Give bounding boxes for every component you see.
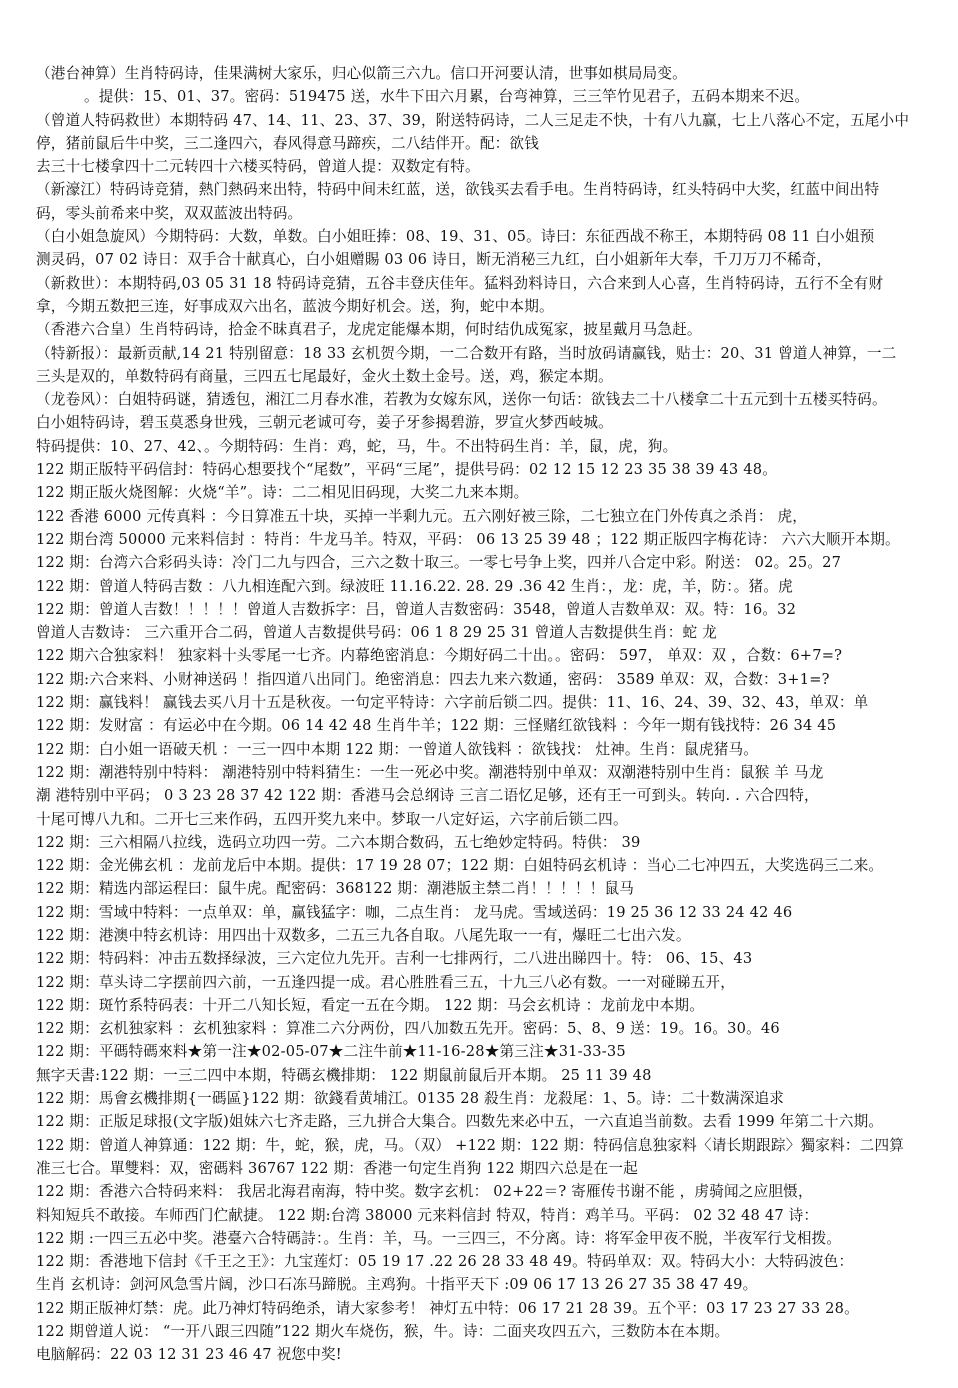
text-line: 122 期：正版足球报(文字版)姐妹六七齐走路，三九拼合大集合。四数先来必中五，一六直追当前数。去看 1999 年第二十六期。 bbox=[36, 1113, 884, 1131]
text-line: 122 期：香港六合特码来料： 我居北海君南海，特中奖。数字玄机： 02+22＝? 寄雁传书谢不能 ，虏骑闻之应胆慑， bbox=[36, 1183, 813, 1201]
document-body bbox=[36, 62, 926, 1367]
text-line: 122 期：曾道人神算通：122 期：牛，蛇，猴，虎，马。（双） +122 期：122 期：特码信息独家料〈请长期跟踪〉獨家料：二四算 bbox=[36, 1136, 905, 1154]
text-line: 停，猪前鼠后牛中奖，三二逢四六，春风得意马蹄疾，二八结伴开。配：欲钱 bbox=[36, 134, 539, 152]
text-line: 122 期：香港地下信封《千王之王》：九宝莲灯：05 19 17 .22 26 28 33 48 49。特码单双：双。特码大小：大特码波色： bbox=[36, 1253, 854, 1271]
text-line: 122 期：精选内部运程曰：鼠牛虎。配密码：368122 期：潮港版主禁二肖！！！！！鼠马 bbox=[36, 880, 635, 898]
text-line: （龙卷风）：白姐特码谜，猜透包，湘江二月春水准，若教为女嫁东风，送你一句话：欲钱去二十八楼拿二十五元到十五楼买特码。 bbox=[36, 391, 887, 409]
text-line: 122 期：雪域中特料：一点单双：单，赢钱猛字：咖，二点生肖： 龙马虎。雪域送码：19 25 36 12 33 24 42 46 bbox=[36, 903, 793, 921]
text-line: 122 期：发财富 ：有运必中在今期。06 14 42 48 生肖牛羊；122 期：三怪赌红欲钱料 ：今年一期有钱找特：26 34 45 bbox=[36, 717, 837, 735]
text-line: 122 期：草头诗二字摆前四六前，一五逢四提一成。君心胜胜看三五，十九三八必有数。一一对碰睇五开， bbox=[36, 973, 736, 991]
text-line: 122 期：玄机独家料 ：玄机独家料 ：算准二六分两份，四八加数五先开。密码：5、8、9 送：19。16。30。46 bbox=[36, 1020, 780, 1038]
text-line: 准三七合。單雙料：双，密碼料 36767 122 期：香港一句定生肖狗 122 期四六总是在一起 bbox=[36, 1159, 638, 1177]
text-line: （新救世）：本期特码,03 05 31 18 特码诗竞猜，五谷丰登庆佳年。猛料劲料诗日，六合来到人心喜，生肖特码诗，五行不全有财 bbox=[36, 274, 884, 292]
text-line: 电脑解码：22 03 12 31 23 46 47 祝您中奖! bbox=[36, 1346, 342, 1364]
text-line: 特码提供：10、27、42、。今期特码：生肖：鸡，蛇，马，牛。不出特码生肖：羊，鼠，虎，狗。 bbox=[36, 437, 678, 455]
text-line: 122 期：曾道人吉数！！！！！曾道人吉数拆字：吕，曾道人吉数密码：3548，曾道人吉数单双：双。特：16。32 bbox=[36, 600, 797, 618]
text-line: 白小姐特码诗，碧玉莫悉身世残，三朝元老诚可夸，姜子牙参揭碧游，罗宣火梦西岐城。 bbox=[36, 414, 613, 432]
text-line: （香港六合皇）生肖特码诗，拾金不昧真君子，龙虎定能爆本期，何时结仇成冤家，披星戴月马急赶。 bbox=[36, 321, 702, 339]
text-line: 122 期六合独家料！ 独家料十头零尾一七齐。内幕绝密消息：今期好码二十出。。密码： 597， 单双：双 ，合数：6+7=? bbox=[36, 647, 843, 665]
text-line: 曾道人吉数诗： 三六重开合二码，曾道人吉数提供号码：06 1 8 29 25 31 曾道人吉数提供生肖：蛇 龙 bbox=[36, 624, 717, 642]
text-line: 122 期：港澳中特玄机诗：用四出十双数多，二五三九各自取。八尾先取一一有，爆旺二七出六发。 bbox=[36, 926, 691, 944]
text-line: 料知短兵不敢接。车师西门伫献捷。 122 期:台湾 38000 元来料信封 特双，特肖：鸡羊马。平码： 02 32 48 47 诗： bbox=[36, 1206, 819, 1224]
text-line: （白小姐急旋风）今期特码：大数，单数。白小姐旺捧：08、19、31、05。诗曰：东征西战不称王，本期特码 08 11 白小姐预 bbox=[36, 228, 875, 246]
text-line: 。提供：15、01、37。密码：519475 送，水牛下田六月累，台弯神算，三三竿竹见君子，五码本期来不迟。 bbox=[84, 88, 810, 106]
text-line: 122 期：潮港特别中特料： 潮港特别中特料猜生：一生一死必中奖。潮港特别中单双：双潮港特别中生肖：鼠猴 羊 马龙 bbox=[36, 763, 824, 781]
text-line: 十尾可博八九和。二开七三来作码，五四开奖九来中。梦取一八定好运，六字前后锁二四。 bbox=[36, 810, 628, 828]
text-line: 無字天書:122 期：一三二四中本期，特碼玄機排期： 122 期鼠前鼠后开本期。 25 11 39 48 bbox=[36, 1066, 652, 1084]
text-line: 潮 港特别中平码； 0 3 23 28 37 42 122 期：香港马会总纲诗 三言二语忆足够，还有王一可到头。转向. . 六合四特， bbox=[36, 787, 819, 805]
text-line: 122 期：赢钱料！ 赢钱去买八月十五是秋夜。一句定平特诗：六字前后锁二四。提供：11、16、24、39、32、43，单双：单 bbox=[36, 694, 869, 712]
text-line: 122 期正版火烧图解：火烧“羊”。诗：二二相见旧码现，大奖二九来本期。 bbox=[36, 484, 529, 502]
text-line: 122 期：平碼特碼來料★第一注★02-05-07★二注牛前★11-16-28★第三注★31-33-35 bbox=[36, 1043, 626, 1061]
text-line: 122 期正版神灯禁：虎。此乃神灯特码绝杀，请大家参考！ 神灯五中特：06 17 21 28 39。五个平：03 17 23 27 33 28。 bbox=[36, 1299, 859, 1317]
text-line: 122 期曾道人说： “一开八跟三四随”122 期火车烧伤，猴，牛。诗：二面夹攻四五六，三数防本在本期。 bbox=[36, 1323, 730, 1341]
text-line: 122 期：三六相隔八拉线，选码立功四一劳。二六本期合数码，五七绝妙定特码。特供： 39 bbox=[36, 833, 641, 851]
text-line: 122 期：金光佛玄机 ：龙前龙后中本期。提供：17 19 28 07；122 期：白姐特码玄机诗 ：当心二七冲四五，大奖选码三二来。 bbox=[36, 857, 884, 875]
text-line: 生肖 玄机诗：剑河风急雪片阔，沙口石冻马蹄脱。主鸡狗。十指平天下 :09 06 17 13 26 27 35 38 47 49。 bbox=[36, 1276, 758, 1294]
text-line: 122 期 :一四三五必中奖。港臺六合特碼詩：。生肖：羊，马。一三四三，不分离。诗：将军金甲夜不脱，半夜军行戈相拨。 bbox=[36, 1229, 842, 1247]
text-line: 122 期：白小姐一语破天机 ：一三一四中本期 122 期：一曾道人欲钱料 ：欲钱找： 灶神。生肖：鼠虎猪马。 bbox=[36, 740, 759, 758]
text-line: 122 期正版特平码信封：特码心想要找个“尾数”，平码“三尾”，提供号码：02 12 15 12 23 35 38 39 43 48。 bbox=[36, 461, 778, 479]
text-line: 测灵码，07 02 诗日：双手合十献真心，白小姐赠賜 03 06 诗日，断无消秘三九红，白小姐新年大奉，千刀万刀不稀奇， bbox=[36, 251, 832, 269]
text-line: 122 期台湾 50000 元来料信封 ：特肖：牛龙马羊。特双，平码： 06 13 25 39 48 ；122 期正版四字梅花诗： 六六大顺开本期。 bbox=[36, 530, 900, 548]
text-line: （曾道人特码救世）本期特码 47、14、11、23、37、39，附送特码诗，二人三足走不快，十有八九赢，七上八落心不定，五尾小中 bbox=[36, 111, 910, 129]
text-line: 122 期：斑竹系特码表：十开二八知长短，看定一五在今期。 122 期：马会玄机诗 ：龙前龙中本期。 bbox=[36, 996, 705, 1014]
text-line: 三头是双的，单数特码有商量，三四五七尾最好，金火土数土金号。送，鸡，猴定本期。 bbox=[36, 367, 613, 385]
text-line: 122 期:六合来料、小财神送码 ！指四道八出同门。绝密消息：四去九来六数通，密码： 3589 单双：双，合数：3+1=? bbox=[36, 670, 830, 688]
text-line: 122 期：馬會玄機排期{一碼區}122 期：欲錢看黄埔江。0135 28 殺生肖：龙殺尾：1、5。诗：二十数满深追求 bbox=[36, 1090, 785, 1108]
text-line: （新濠江）特码诗竞猜，熱门熱码来出特，特码中间未红蓝，送，欲钱买去看手电。生肖特码诗，红头特码中大奖，红蓝中间出特 bbox=[36, 181, 880, 199]
text-line: 122 期：特码料：冲击五数择绿波，三六定位九先开。吉利一七排两行，二八进出睇四十。特： 06、15、43 bbox=[36, 950, 753, 968]
text-line: （特新报）：最新贡献,14 21 特别留意：18 33 玄机贺今期，一二合数开有路，当时放码请赢钱，贴士：20、31 曾道人神算，一二 bbox=[36, 344, 897, 362]
text-line: （港台神算）生肖特码诗，佳果满树大家乐，归心似箭三六九。信口开河要认清，世事如棋局局变。 bbox=[36, 65, 687, 82]
text-line: 122 期：曾道人特码吉数 ：八九相连配六到。绿波旺 11.16.22. 28. 29 .36 42 生肖：，龙：虎，羊，防：。猪。虎 bbox=[36, 577, 793, 595]
text-line: 122 香港 6000 元传真料 ：今日算准五十块，买掉一半剩九元。五六刚好被三除，二七独立在门外传真之杀肖： 虎， bbox=[36, 507, 808, 525]
text-line: 去三十七楼拿四十二元转四十六楼买特码，曾道人提：双数定有特。 bbox=[36, 158, 480, 176]
text-line: 122 期：台湾六合彩码头诗：冷门二九与四合，三六之数十取三。一零七号争上奖，四并八合定中彩。附送： 02。25。27 bbox=[36, 554, 842, 572]
text-line: 拿，今期五数把三连，好事成双六出名，蓝波今期好机会。送，狗，蛇中本期。 bbox=[36, 297, 554, 315]
text-line: 码，零头前希来中奖，双双蓝波出特码。 bbox=[36, 204, 303, 222]
